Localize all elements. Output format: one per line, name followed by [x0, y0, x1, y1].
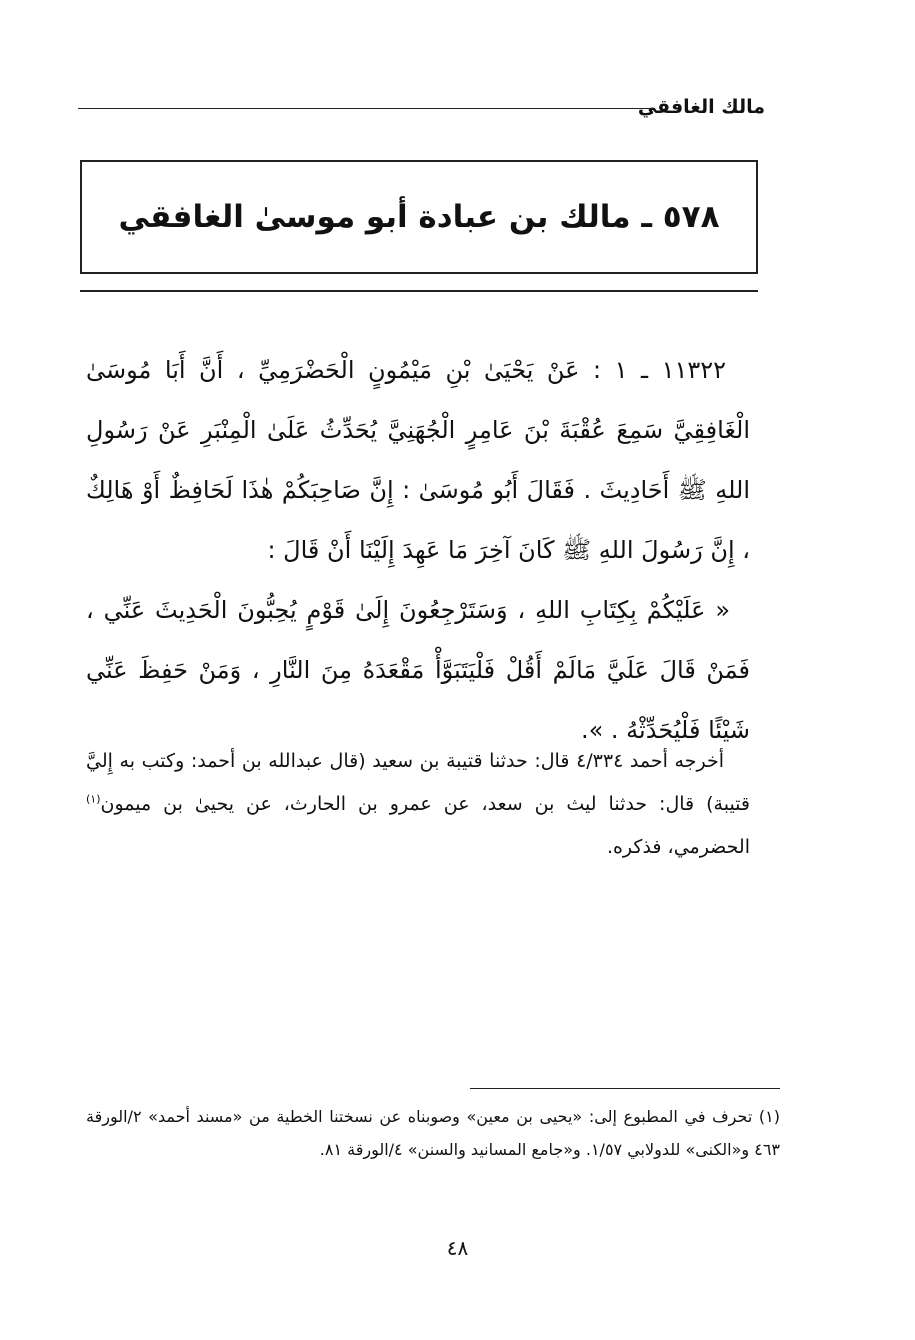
footnotes-block [86, 1100, 780, 1166]
footnote-1: (١) تحرف في المطبوع إلى: «يحيى بن معين» وصوبناه عن نسختنا الخطية من «مسند أحمد» ٢/الورقة ٤٦٣ و«الكنى» للدولابي ١/٥٧. و«جامع المسانيد والسنن» ٤/الورقة ٨١. [86, 1107, 780, 1159]
footnote-marker: (١) [86, 792, 101, 806]
page-number: ٤٨ [446, 1236, 469, 1260]
hadith-intro: ١١٣٢٢ ـ ١ : عَنْ يَحْيَىٰ بْنِ مَيْمُونٍ الْحَضْرَمِيِّ ، أَنَّ أَبَا مُوسَىٰ الْغَافِقِيَّ سَمِعَ عُقْبَةَ بْنَ عَامِرٍ الْجُهَنِيَّ يُحَدِّثُ عَلَىٰ الْمِنْبَرِ عَنْ رَسُولِ اللهِ ﷺ أَحَادِيثَ . فَقَالَ أَبُو مُوسَىٰ : إِنَّ صَاحِبَكُمْ هٰذَا لَحَافِظٌ أَوْ هَالِكٌ ، إِنَّ رَسُولَ اللهِ ﷺ كَانَ آخِرَ مَا عَهِدَ إِلَيْنَا أَنْ قَالَ : [86, 356, 750, 564]
takhrij-block [86, 740, 750, 869]
hadith-quote: « عَلَيْكُمْ بِكِتَابِ اللهِ ، وَسَتَرْجِعُونَ إِلَىٰ قَوْمٍ يُحِبُّونَ الْحَدِيثَ عَنِّي ، فَمَنْ قَالَ عَلَيَّ مَالَمْ أَقُلْ فَلْيَتَبَوَّأْ مَقْعَدَهُ مِنَ النَّارِ ، وَمَنْ حَفِظَ عَنِّي شَيْئًا فَلْيُحَدِّثْهُ . ». [86, 596, 750, 744]
takhrij-text-end: الحضرمي، فذكره. [606, 836, 750, 858]
title-divider [80, 290, 758, 292]
chapter-title: ٥٧٨ ـ مالك بن عبادة أبو موسىٰ الغافقي [118, 199, 720, 235]
chapter-title-box [80, 160, 758, 274]
takhrij-text: أخرجه أحمد ٤/٣٣٤ قال: حدثنا قتيبة بن سعيد (قال عبدالله بن أحمد: وكتب به إِليَّ قتيبة) قال: حدثنا ليث بن سعد، عن عمرو بن الحارث، عن يحيىٰ بن ميمون [86, 750, 750, 815]
running-head-rule [78, 108, 653, 109]
running-head [78, 96, 765, 126]
footnote-divider [470, 1088, 780, 1089]
hadith-text-block [86, 340, 750, 760]
takhrij-paragraph [86, 740, 750, 869]
running-head-title: مالك الغافقي [637, 96, 765, 118]
